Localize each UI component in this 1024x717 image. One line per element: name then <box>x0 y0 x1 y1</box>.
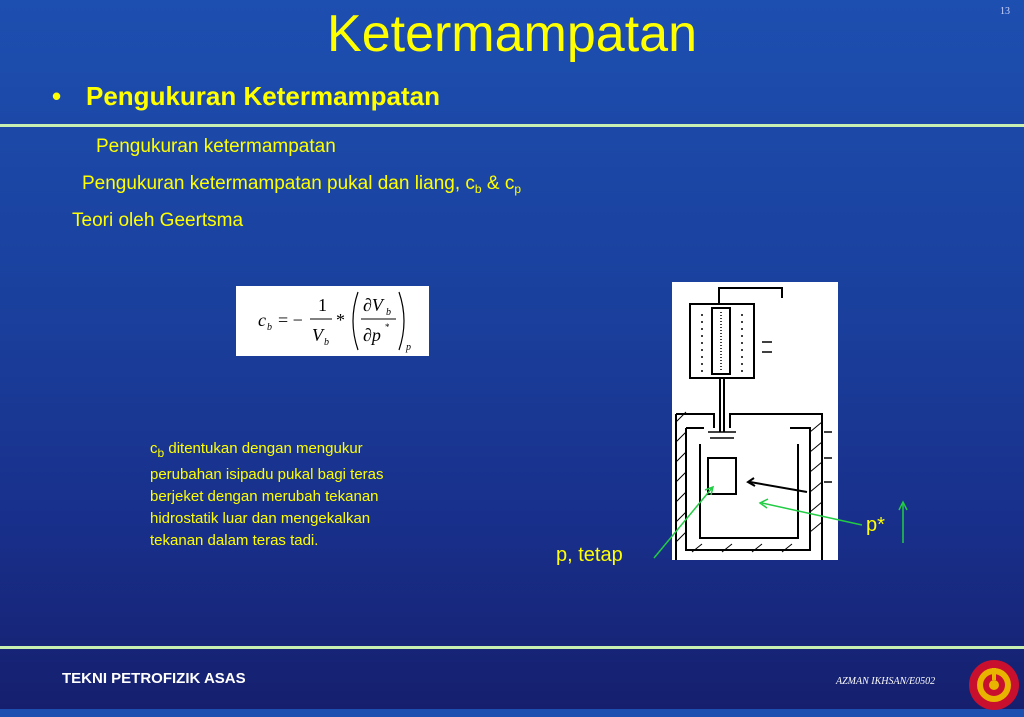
footer-course-title: TEKNI PETROFIZIK ASAS <box>62 670 246 687</box>
university-logo <box>966 658 1022 712</box>
p-tetap-pointer <box>654 488 712 558</box>
description-symbol: c <box>150 440 158 457</box>
formula-dden: ∂p <box>363 325 381 345</box>
formula-dnum-sub: b <box>386 307 391 318</box>
line2-sub-p: p <box>514 182 522 196</box>
formula-denominator-sub: b <box>324 337 329 348</box>
formula-times: * <box>336 310 345 330</box>
line2-text: Pengukuran ketermampatan pukal dan liang, c <box>82 173 475 194</box>
formula-lhs-sub: b <box>267 322 272 333</box>
logo-emblem-icon <box>966 658 1022 712</box>
description-symbol-sub: b <box>157 446 165 460</box>
formula-dden-sup: * <box>385 322 390 332</box>
formula-numerator: 1 <box>318 295 327 315</box>
line2-mid: & c <box>481 173 515 194</box>
line2-sub-b: b <box>474 182 482 196</box>
p-star-pointer <box>762 503 862 525</box>
footer-author: AZMAN IKHSAN/E0502 <box>836 676 936 687</box>
slide-title: Ketermampatan <box>327 5 697 63</box>
formula-equals-minus: = − <box>278 310 303 330</box>
formula-lhs: c <box>258 310 266 330</box>
bullet-heading: Pengukuran Ketermampatan <box>86 81 440 111</box>
slide-number: 13 <box>1000 6 1010 17</box>
bottom-divider <box>0 646 1024 649</box>
body-line-3: Teori oleh Geertsma <box>72 210 244 231</box>
formula-denominator: V <box>312 325 323 345</box>
formula-outer-sub: p <box>406 342 411 353</box>
formula-dnum: ∂V <box>363 295 383 315</box>
body-line-1: Pengukuran ketermampatan <box>96 136 336 157</box>
bullet-icon: • <box>52 81 62 111</box>
label-p-tetap: p, tetap <box>556 544 623 566</box>
description-text: ditentukan dengan mengukur perubahan isipadu pukal bagi teras berjeket dengan merubah tekanan hidrostatik luar dan mengekalkan tekanan dalam teras tadi. <box>150 440 384 549</box>
label-p-star: p* <box>866 514 885 536</box>
